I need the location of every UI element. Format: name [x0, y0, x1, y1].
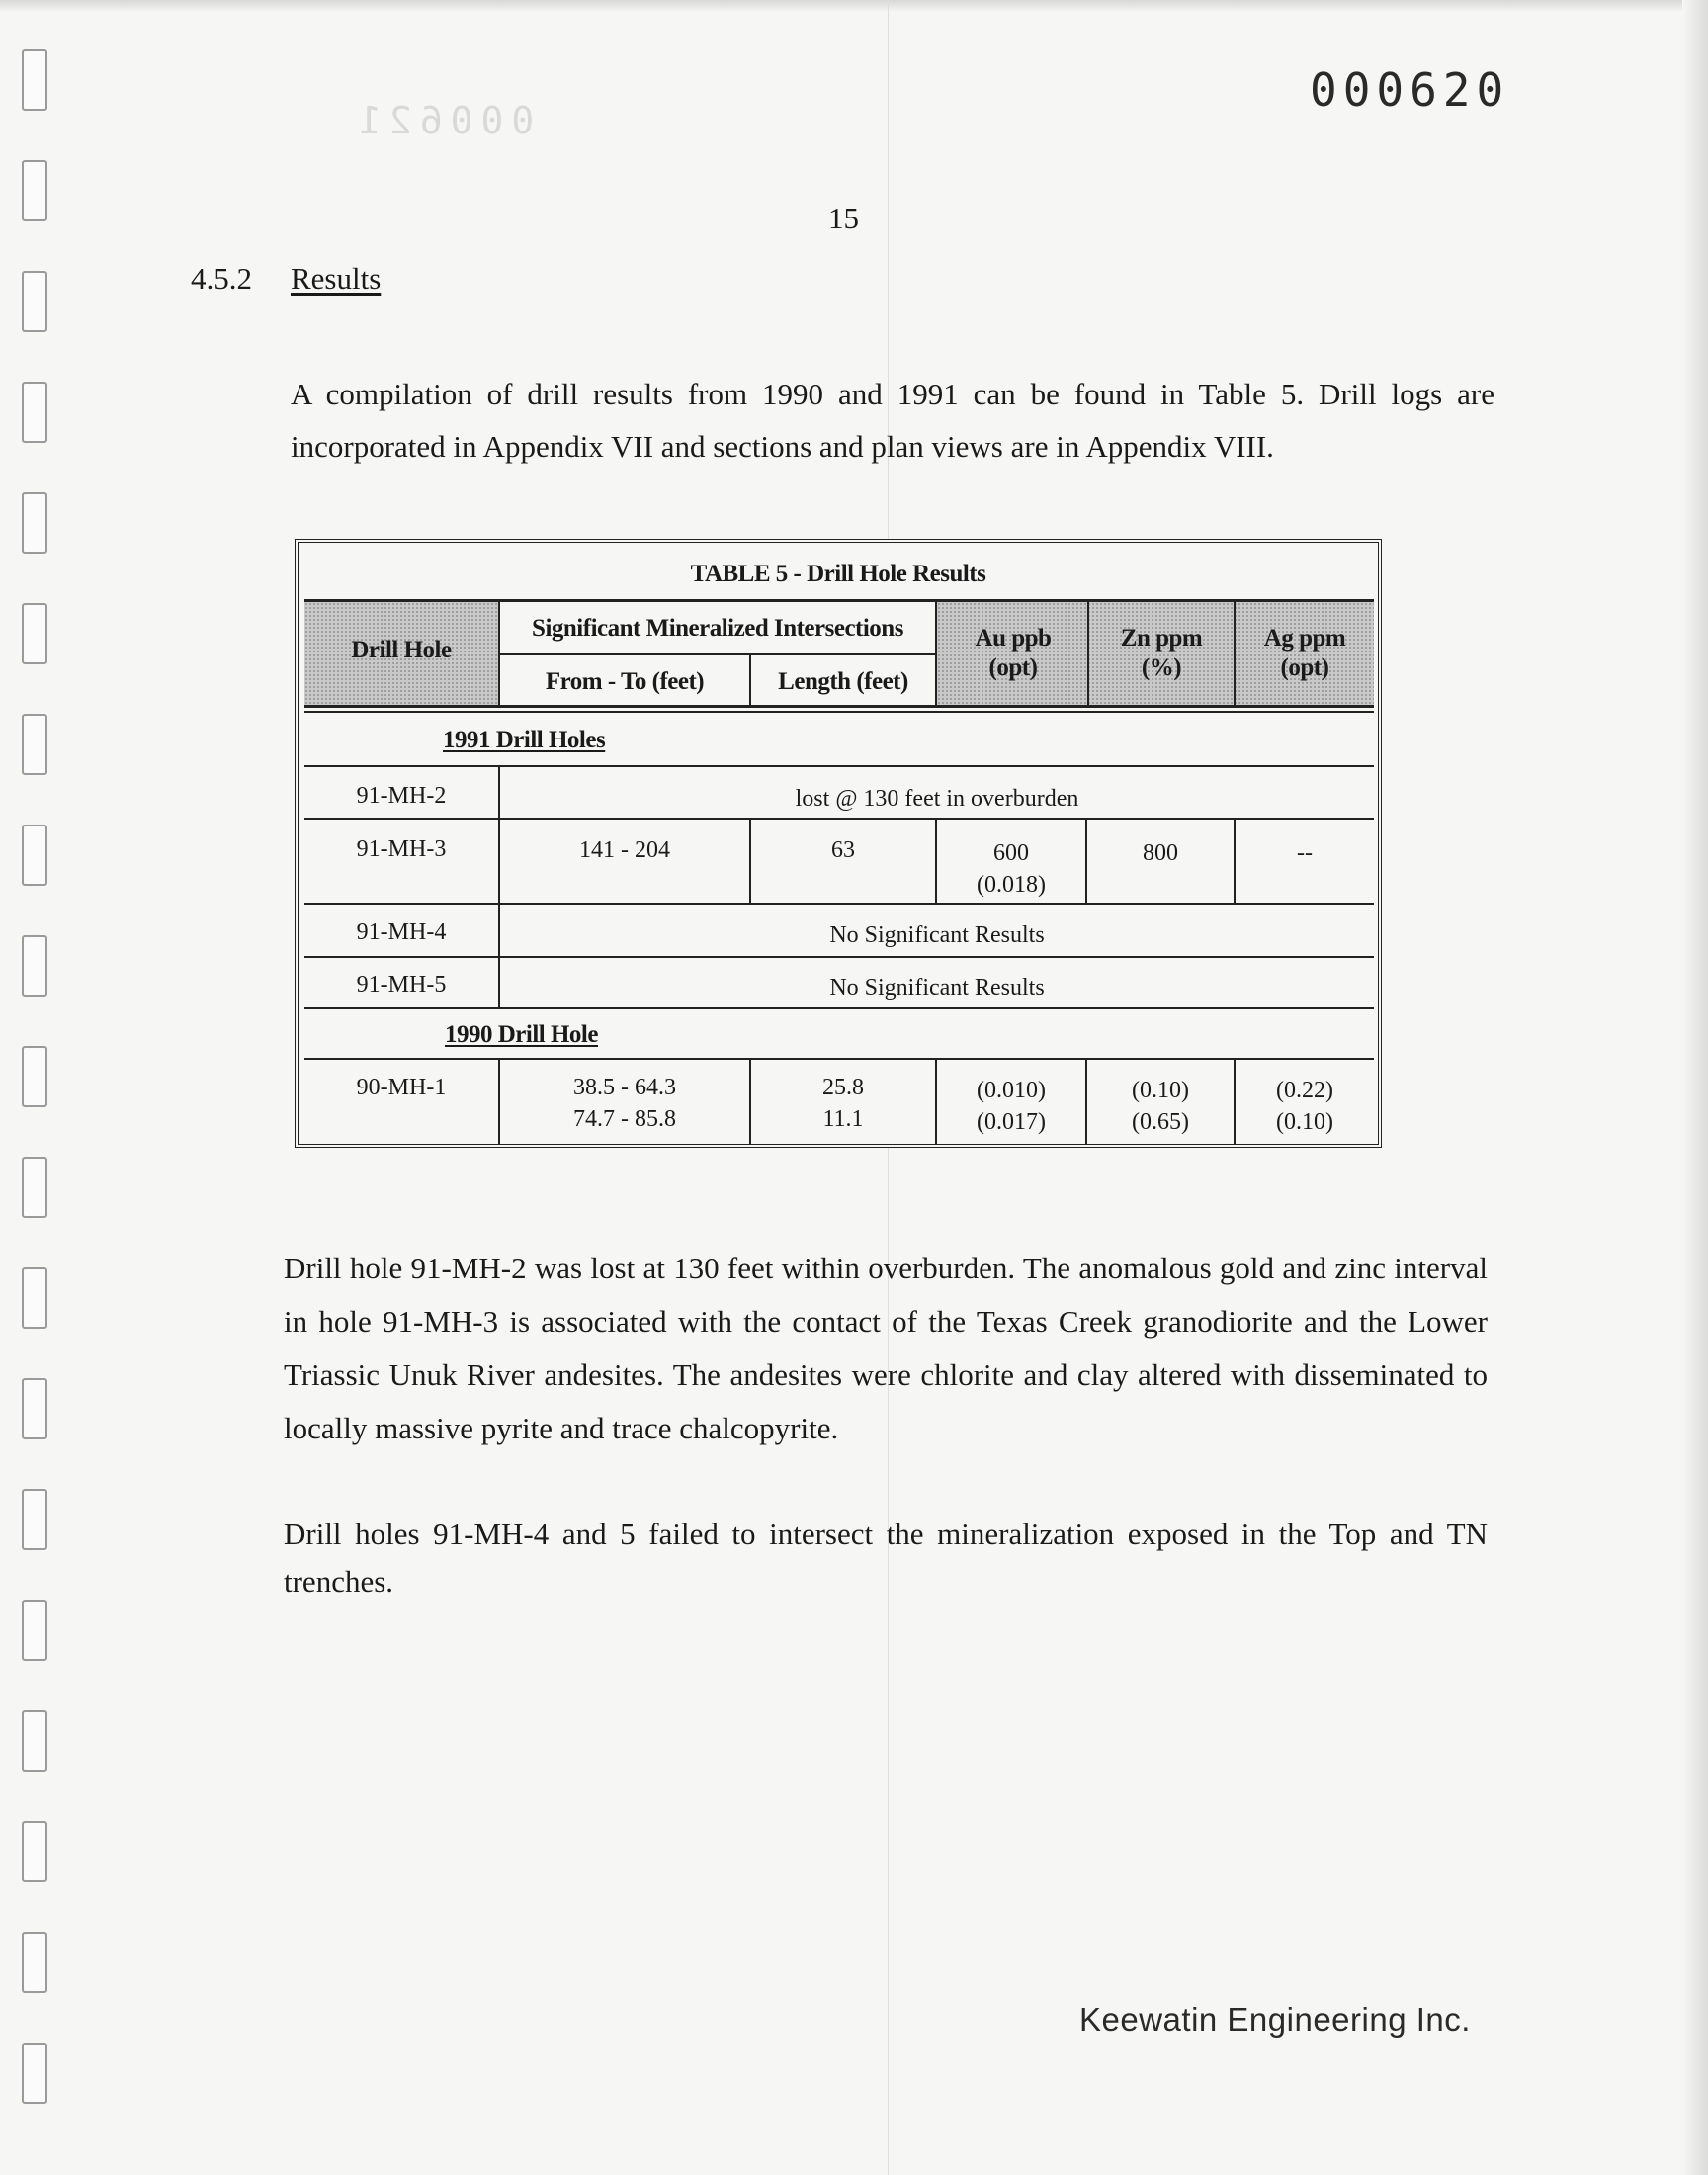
cell-zn: (0.65) — [1132, 1109, 1189, 1135]
header-intersections: Significant Mineralized Intersections — [532, 615, 903, 642]
table-title: TABLE 5 - Drill Hole Results — [690, 561, 986, 587]
cell-from-to-91-mh-3: 141 - 204 — [579, 837, 670, 863]
binder-holes — [16, 49, 55, 2126]
binder-hole — [22, 1932, 47, 1993]
section-number: 4.5.2 — [191, 261, 252, 296]
header-ag-line2: (opt) — [1280, 654, 1329, 681]
col-divider — [1085, 1058, 1087, 1144]
header-au-line1: Au ppb — [975, 625, 1052, 652]
col-divider — [1085, 818, 1087, 903]
header-drill-hole: Drill Hole — [351, 637, 452, 663]
binder-hole — [22, 2043, 47, 2104]
drill-results-table — [295, 539, 1382, 1148]
header-divider — [935, 602, 937, 705]
cell-hole-91-mh-5: 91-MH-5 — [356, 972, 447, 998]
binder-hole — [22, 714, 47, 775]
binder-hole — [22, 382, 47, 443]
cell-length: 25.8 — [822, 1075, 864, 1100]
cell-length-91-mh-3: 63 — [831, 837, 855, 863]
binder-hole — [22, 1710, 47, 1772]
row-divider — [304, 765, 1374, 767]
cell-au-91-mh-3 — [937, 837, 1085, 901]
col-divider — [935, 818, 937, 903]
binder-hole — [22, 1489, 47, 1550]
cell-au: (0.010) — [977, 1078, 1046, 1103]
header-length: Length (feet) — [778, 668, 908, 695]
cell-note-91-mh-4: No Significant Results — [829, 922, 1045, 948]
cell-ag-91-mh-3: -- — [1297, 840, 1313, 866]
binder-hole — [22, 825, 47, 886]
header-divider — [749, 653, 751, 705]
cell-ag: (0.22) — [1276, 1078, 1333, 1103]
cell-hole-90-mh-1: 90-MH-1 — [356, 1075, 447, 1100]
intro-paragraph: A compilation of drill results from 1990 and 1991 can be found in Table 5. Drill logs are incorporated in Appendix VII and sections and plan views are in Appendix VIII. — [291, 377, 1494, 464]
cell-note-91-mh-5: No Significant Results — [829, 975, 1045, 1000]
header-zn — [1089, 624, 1234, 683]
binder-hole — [22, 1821, 47, 1882]
group-label-1990: 1990 Drill Hole — [445, 1021, 598, 1048]
document-number-stamp: 000620 — [1310, 63, 1510, 117]
cell-length: 11.1 — [822, 1106, 864, 1132]
header-au — [939, 624, 1087, 683]
cell-hole-91-mh-4: 91-MH-4 — [356, 919, 447, 945]
cell-au-90-mh-1 — [937, 1075, 1085, 1138]
cell-ag: (0.10) — [1276, 1109, 1333, 1135]
header-divider — [1234, 602, 1236, 705]
header-zn-line1: Zn ppm — [1120, 625, 1203, 652]
col-divider — [1234, 818, 1236, 903]
page-number: 15 — [828, 201, 859, 235]
cell-zn-90-mh-1 — [1087, 1075, 1234, 1138]
row-divider — [304, 903, 1374, 905]
row-divider — [304, 1007, 1374, 1009]
header-divider — [1087, 602, 1089, 705]
row-divider — [304, 818, 1374, 820]
cell-interval: 74.7 - 85.8 — [573, 1106, 676, 1132]
company-footer: Keewatin Engineering Inc. — [1079, 2001, 1471, 2038]
section-title: Results — [291, 261, 382, 296]
header-ag — [1236, 624, 1374, 683]
binder-hole — [22, 603, 47, 664]
row-divider — [304, 1058, 1374, 1060]
col-divider — [498, 765, 500, 1007]
conclusion-paragraph: Drill holes 91-MH-4 and 5 failed to intersect the mineralization exposed in the Top and TN trenches. — [284, 1517, 1488, 1599]
binder-hole — [22, 271, 47, 332]
header-from-to: From - To (feet) — [545, 668, 705, 695]
col-divider — [935, 1058, 937, 1144]
header-zn-line2: (%) — [1141, 654, 1182, 681]
discussion-paragraph: Drill hole 91-MH-2 was lost at 130 feet within overburden. The anomalous gold and zinc interval in hole 91-MH-3 is associated with the contact of the Texas Creek granodiorite and the Lower Triassic Unuk River andesites. The andesites were chlorite and clay altered with disseminated to locally massive pyrite and trace chalcopyrite. — [284, 1251, 1488, 1445]
table-header — [304, 599, 1374, 708]
binder-hole — [22, 1267, 47, 1329]
body-top-border — [304, 711, 1374, 713]
header-divider — [500, 653, 937, 655]
binder-hole — [22, 49, 47, 111]
binder-hole — [22, 1600, 47, 1661]
row-divider — [304, 956, 1374, 958]
binder-hole — [22, 492, 47, 554]
cell-zn: (0.10) — [1132, 1078, 1189, 1103]
col-divider — [498, 1058, 500, 1144]
col-divider — [1234, 1058, 1236, 1144]
cell-note-91-mh-2: lost @ 130 feet in overburden — [795, 786, 1079, 812]
header-au-line2: (opt) — [988, 654, 1038, 681]
cell-au-value: 600 — [993, 840, 1029, 866]
cell-interval: 38.5 - 64.3 — [573, 1075, 676, 1100]
cell-hole-91-mh-2: 91-MH-2 — [356, 783, 447, 809]
cell-from-to-90-mh-1 — [500, 1072, 749, 1135]
page-right-edge — [1682, 0, 1708, 2175]
binder-hole — [22, 935, 47, 997]
binder-hole — [22, 1378, 47, 1439]
header-divider — [498, 602, 500, 705]
col-divider — [749, 818, 751, 903]
binder-hole — [22, 1157, 47, 1218]
cell-length-90-mh-1 — [751, 1072, 935, 1135]
cell-hole-91-mh-3: 91-MH-3 — [356, 836, 447, 862]
binder-hole — [22, 160, 47, 221]
page-top-edge — [0, 0, 1708, 12]
group-label-1991: 1991 Drill Holes — [443, 727, 606, 753]
header-ag-line1: Ag ppm — [1263, 625, 1346, 652]
ghost-stamp-bleedthrough: 000621 — [351, 99, 535, 142]
col-divider — [749, 1058, 751, 1144]
binder-hole — [22, 1046, 47, 1107]
cell-au: (0.017) — [977, 1109, 1046, 1135]
cell-ag-90-mh-1 — [1236, 1075, 1374, 1138]
cell-zn-91-mh-3: 800 — [1143, 840, 1178, 866]
cell-au-opt: (0.018) — [977, 872, 1046, 898]
